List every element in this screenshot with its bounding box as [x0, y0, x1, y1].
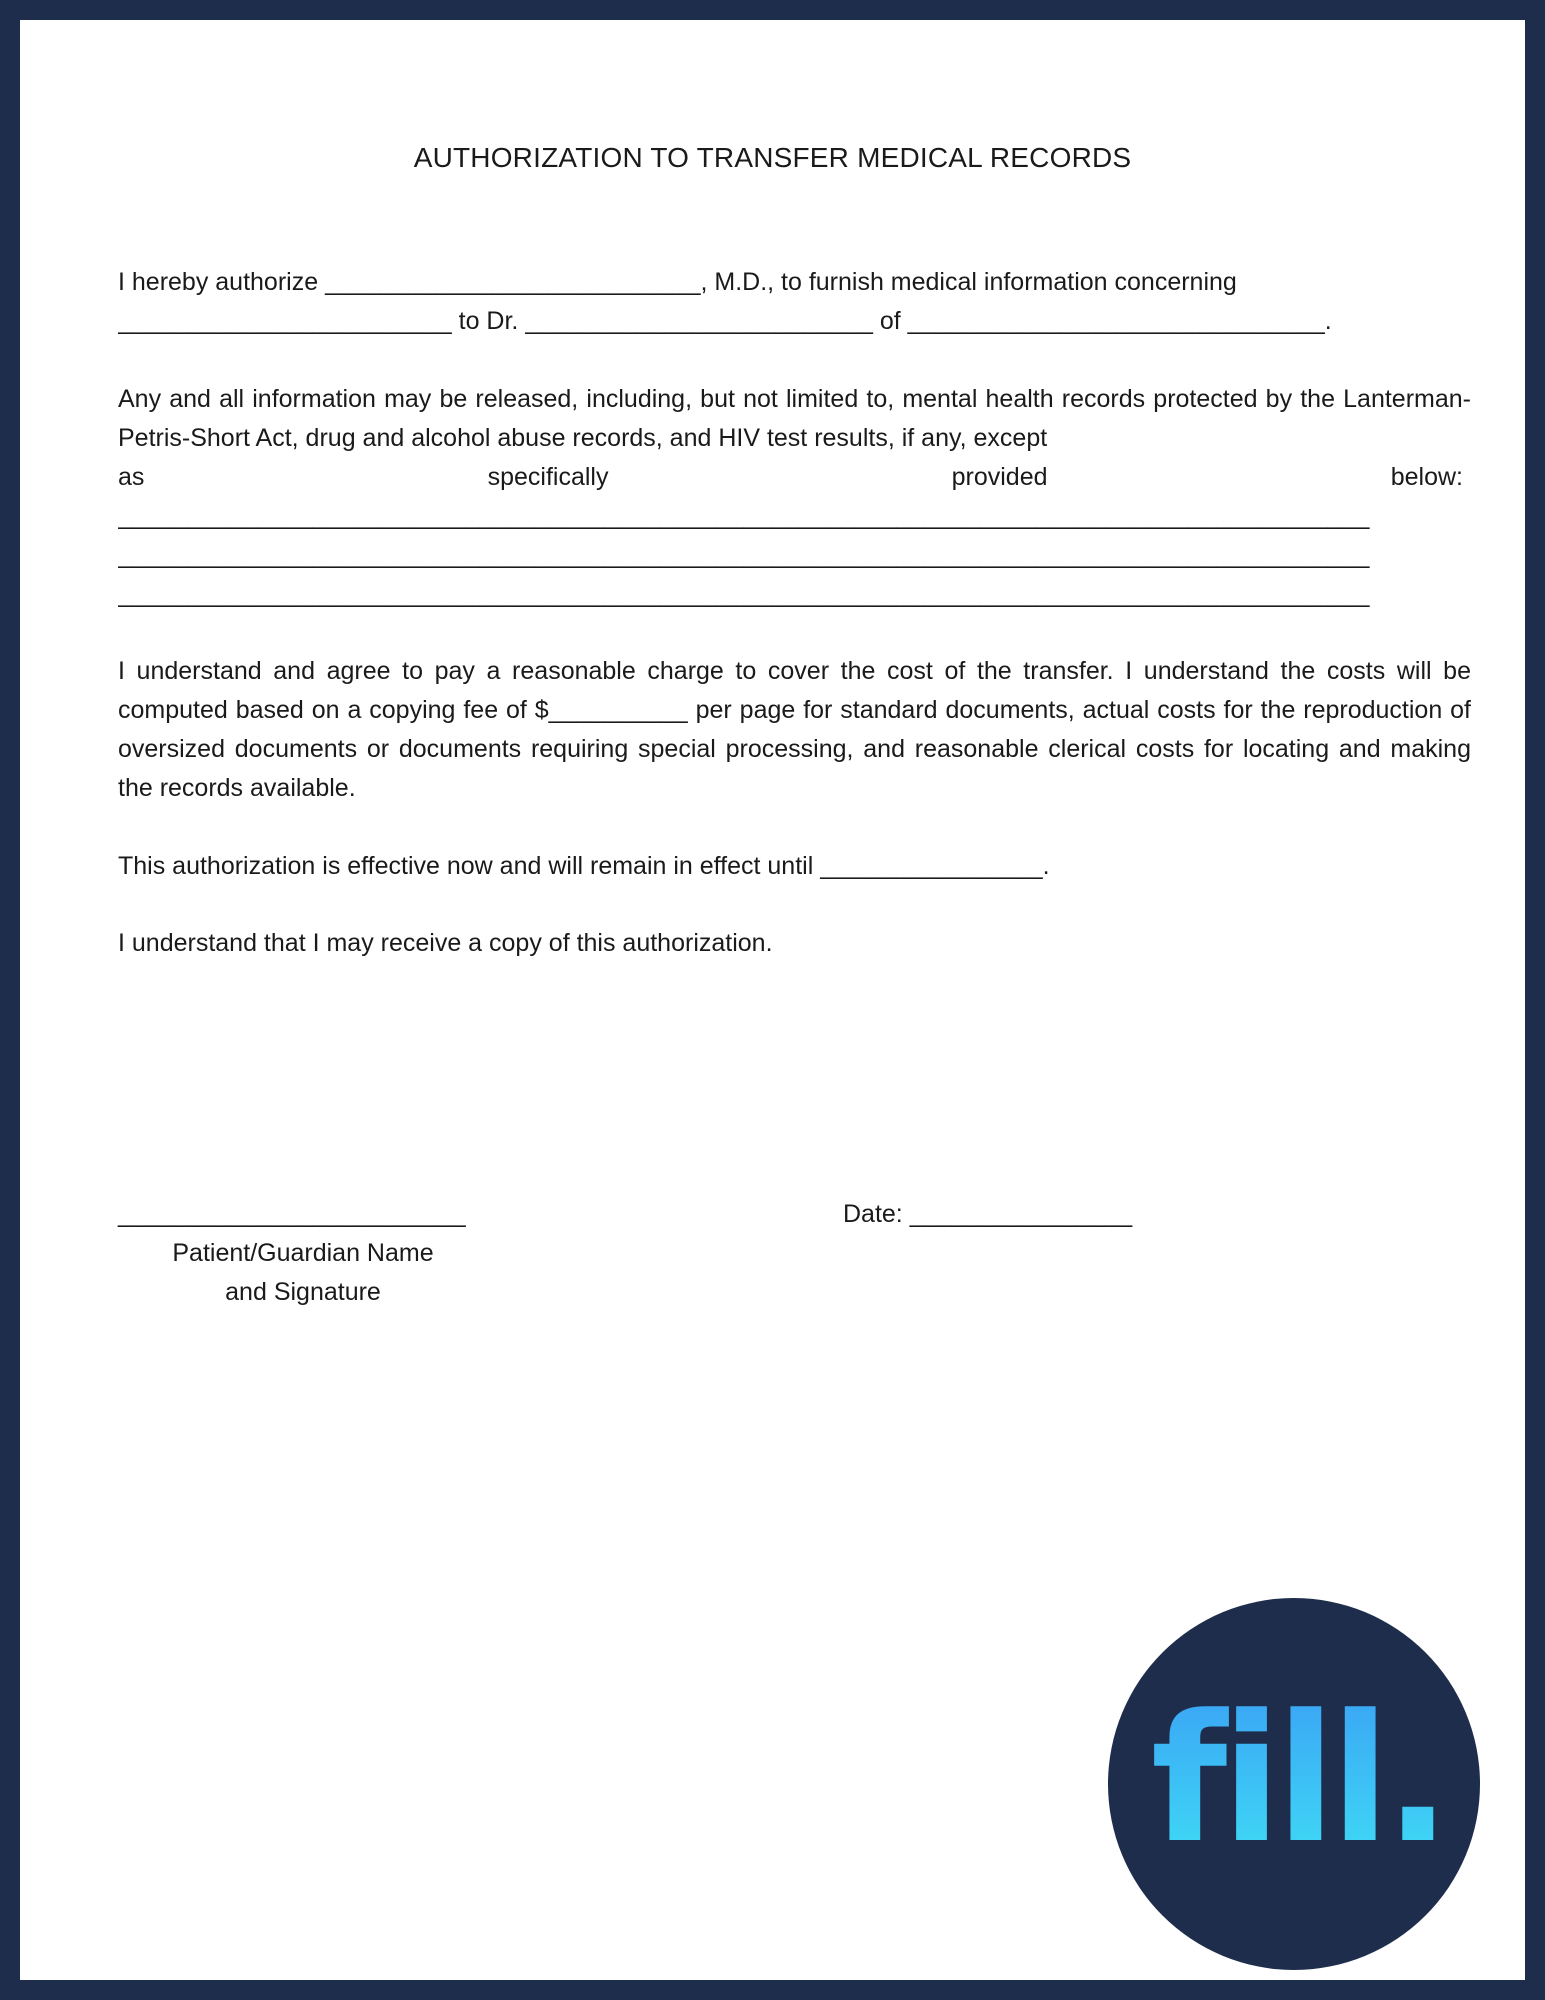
document-title: AUTHORIZATION TO TRANSFER MEDICAL RECORDS	[413, 142, 1132, 173]
authorization-line-2: ________________________ to Dr. _________________________ of ______________________________.	[118, 307, 1332, 335]
release-last-line	[118, 458, 1463, 497]
exceptions-blank-line: __________________________________________________________________________________________	[118, 541, 1370, 569]
signature-block	[118, 1195, 488, 1312]
signature-caption-line-1: Patient/Guardian Name	[172, 1239, 434, 1267]
fee-paragraph: I understand and agree to pay a reasonable charge to cover the cost of the transfer. I understand the costs will be computed based on a copying fee of $__________ per page for standard documents, actual costs for the reproduction of oversized documents or documents requiring special processing, and reasonable clerical costs for locating and making the records available.	[118, 657, 1471, 802]
copy-notice-paragraph: I understand that I may receive a copy of this authorization.	[118, 929, 773, 957]
effective-until-paragraph: This authorization is effective now and will remain in effect until ________________.	[118, 852, 1050, 880]
signature-line: _________________________	[118, 1200, 466, 1228]
release-text: Any and all information may be released, including, but not limited to, mental health records protected by the Lanterman-Petris-Short Act, drug and alcohol abuse records, and HIV test results, if any, except	[118, 385, 1471, 452]
date-field: Date: ________________	[843, 1200, 1133, 1228]
release-word: below:	[1390, 463, 1463, 491]
release-paragraph	[118, 380, 1471, 614]
release-word: specifically	[487, 463, 609, 491]
exceptions-blank-line: __________________________________________________________________________________________	[118, 502, 1370, 530]
exceptions-blank-line: __________________________________________________________________________________________	[118, 580, 1370, 608]
release-word: provided	[951, 463, 1048, 491]
authorization-paragraph	[118, 263, 1471, 341]
fill-logo	[1108, 1598, 1480, 1970]
signature-caption-line-2: and Signature	[225, 1278, 381, 1306]
authorization-line-1: I hereby authorize ___________________________, M.D., to furnish medical information concerning	[118, 268, 1237, 296]
fill-logo-icon	[1108, 1598, 1480, 1970]
fill-logo-text: fill.	[1150, 1677, 1446, 1882]
release-word: as	[118, 463, 145, 491]
